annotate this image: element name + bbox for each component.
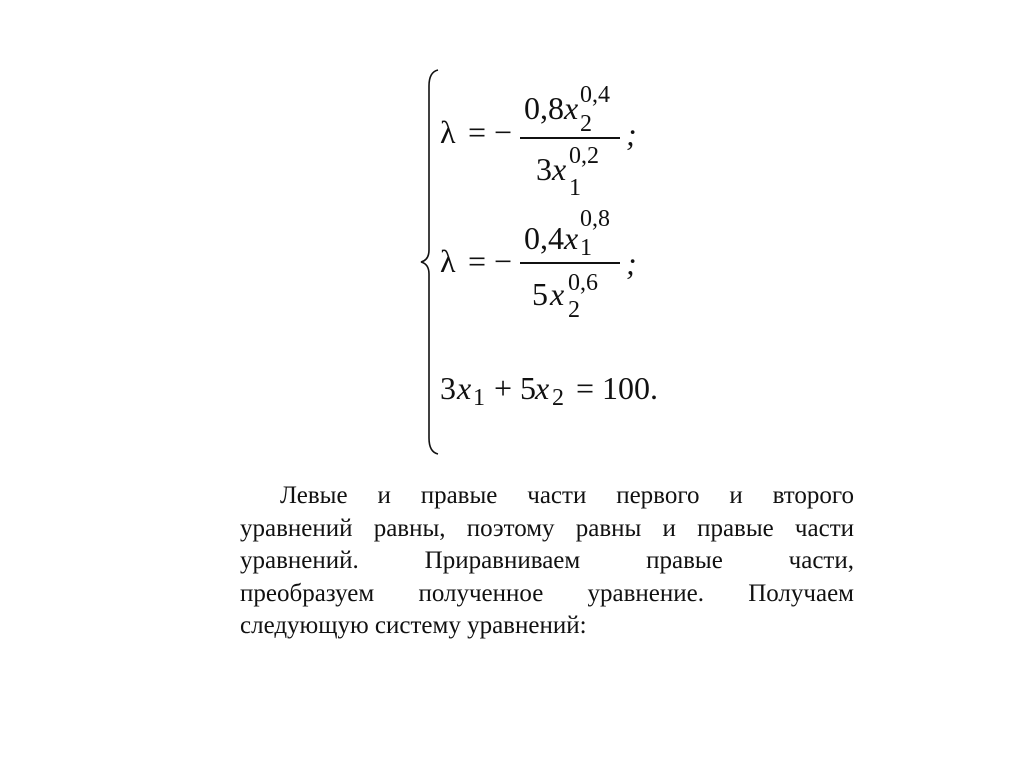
eq1-den-var: x <box>552 151 567 187</box>
eq1-num-subscript: 2 <box>580 111 592 137</box>
eq3-plus-coef-2: + 5 <box>494 370 537 406</box>
eq2-lambda: λ <box>440 243 456 279</box>
eq1-den-exponent: 0,2 <box>569 143 599 169</box>
eq2-den-coef: 5 <box>532 276 548 312</box>
eq1-fraction-bar <box>520 137 620 139</box>
eq1-semicolon: ; <box>626 116 637 152</box>
paragraph-line: Левые и правые части первого и второго <box>280 482 854 509</box>
eq3-rhs: = 100. <box>576 370 659 406</box>
eq1-num-coef: 0,8 <box>524 90 564 126</box>
paragraph-line: уравнений равны, поэтому равны и правые части <box>240 514 854 542</box>
eq3-coef-1: 3 <box>440 370 456 406</box>
eq2-num-exponent: 0,8 <box>580 206 610 232</box>
eq1-num-exponent: 0,4 <box>580 82 610 108</box>
eq2-den-subscript: 2 <box>568 297 580 323</box>
eq1-equals-minus: = − <box>468 114 513 150</box>
eq1-den-coef: 3 <box>536 151 552 187</box>
eq2-num-coef: 0,4 <box>524 220 564 256</box>
eq3-var-1: x <box>457 370 472 406</box>
eq1-den-subscript: 1 <box>569 175 581 201</box>
eq1-num-var: x <box>564 90 579 126</box>
eq2-fraction-bar <box>520 262 620 264</box>
eq2-den-exponent: 0,6 <box>568 270 598 296</box>
system-brace <box>418 68 442 456</box>
eq2-num-var: x <box>564 220 579 256</box>
eq3-sub-2: 2 <box>552 385 564 411</box>
eq2-semicolon: ; <box>626 245 637 281</box>
paragraph-line: уравнений. Приравниваем правые части, <box>240 547 854 574</box>
eq1-lambda: λ <box>440 114 456 150</box>
eq2-den-var: x <box>550 276 565 312</box>
eq3-var-2: x <box>535 370 550 406</box>
paragraph-line: преобразуем полученное уравнение. Получаем <box>240 579 854 607</box>
paragraph-line: следующую систему уравнений: <box>240 612 587 639</box>
eq2-num-subscript: 1 <box>580 235 592 261</box>
eq2-equals-minus: = − <box>468 243 513 279</box>
eq3-sub-1: 1 <box>473 385 485 411</box>
explanation-paragraph <box>240 480 854 643</box>
